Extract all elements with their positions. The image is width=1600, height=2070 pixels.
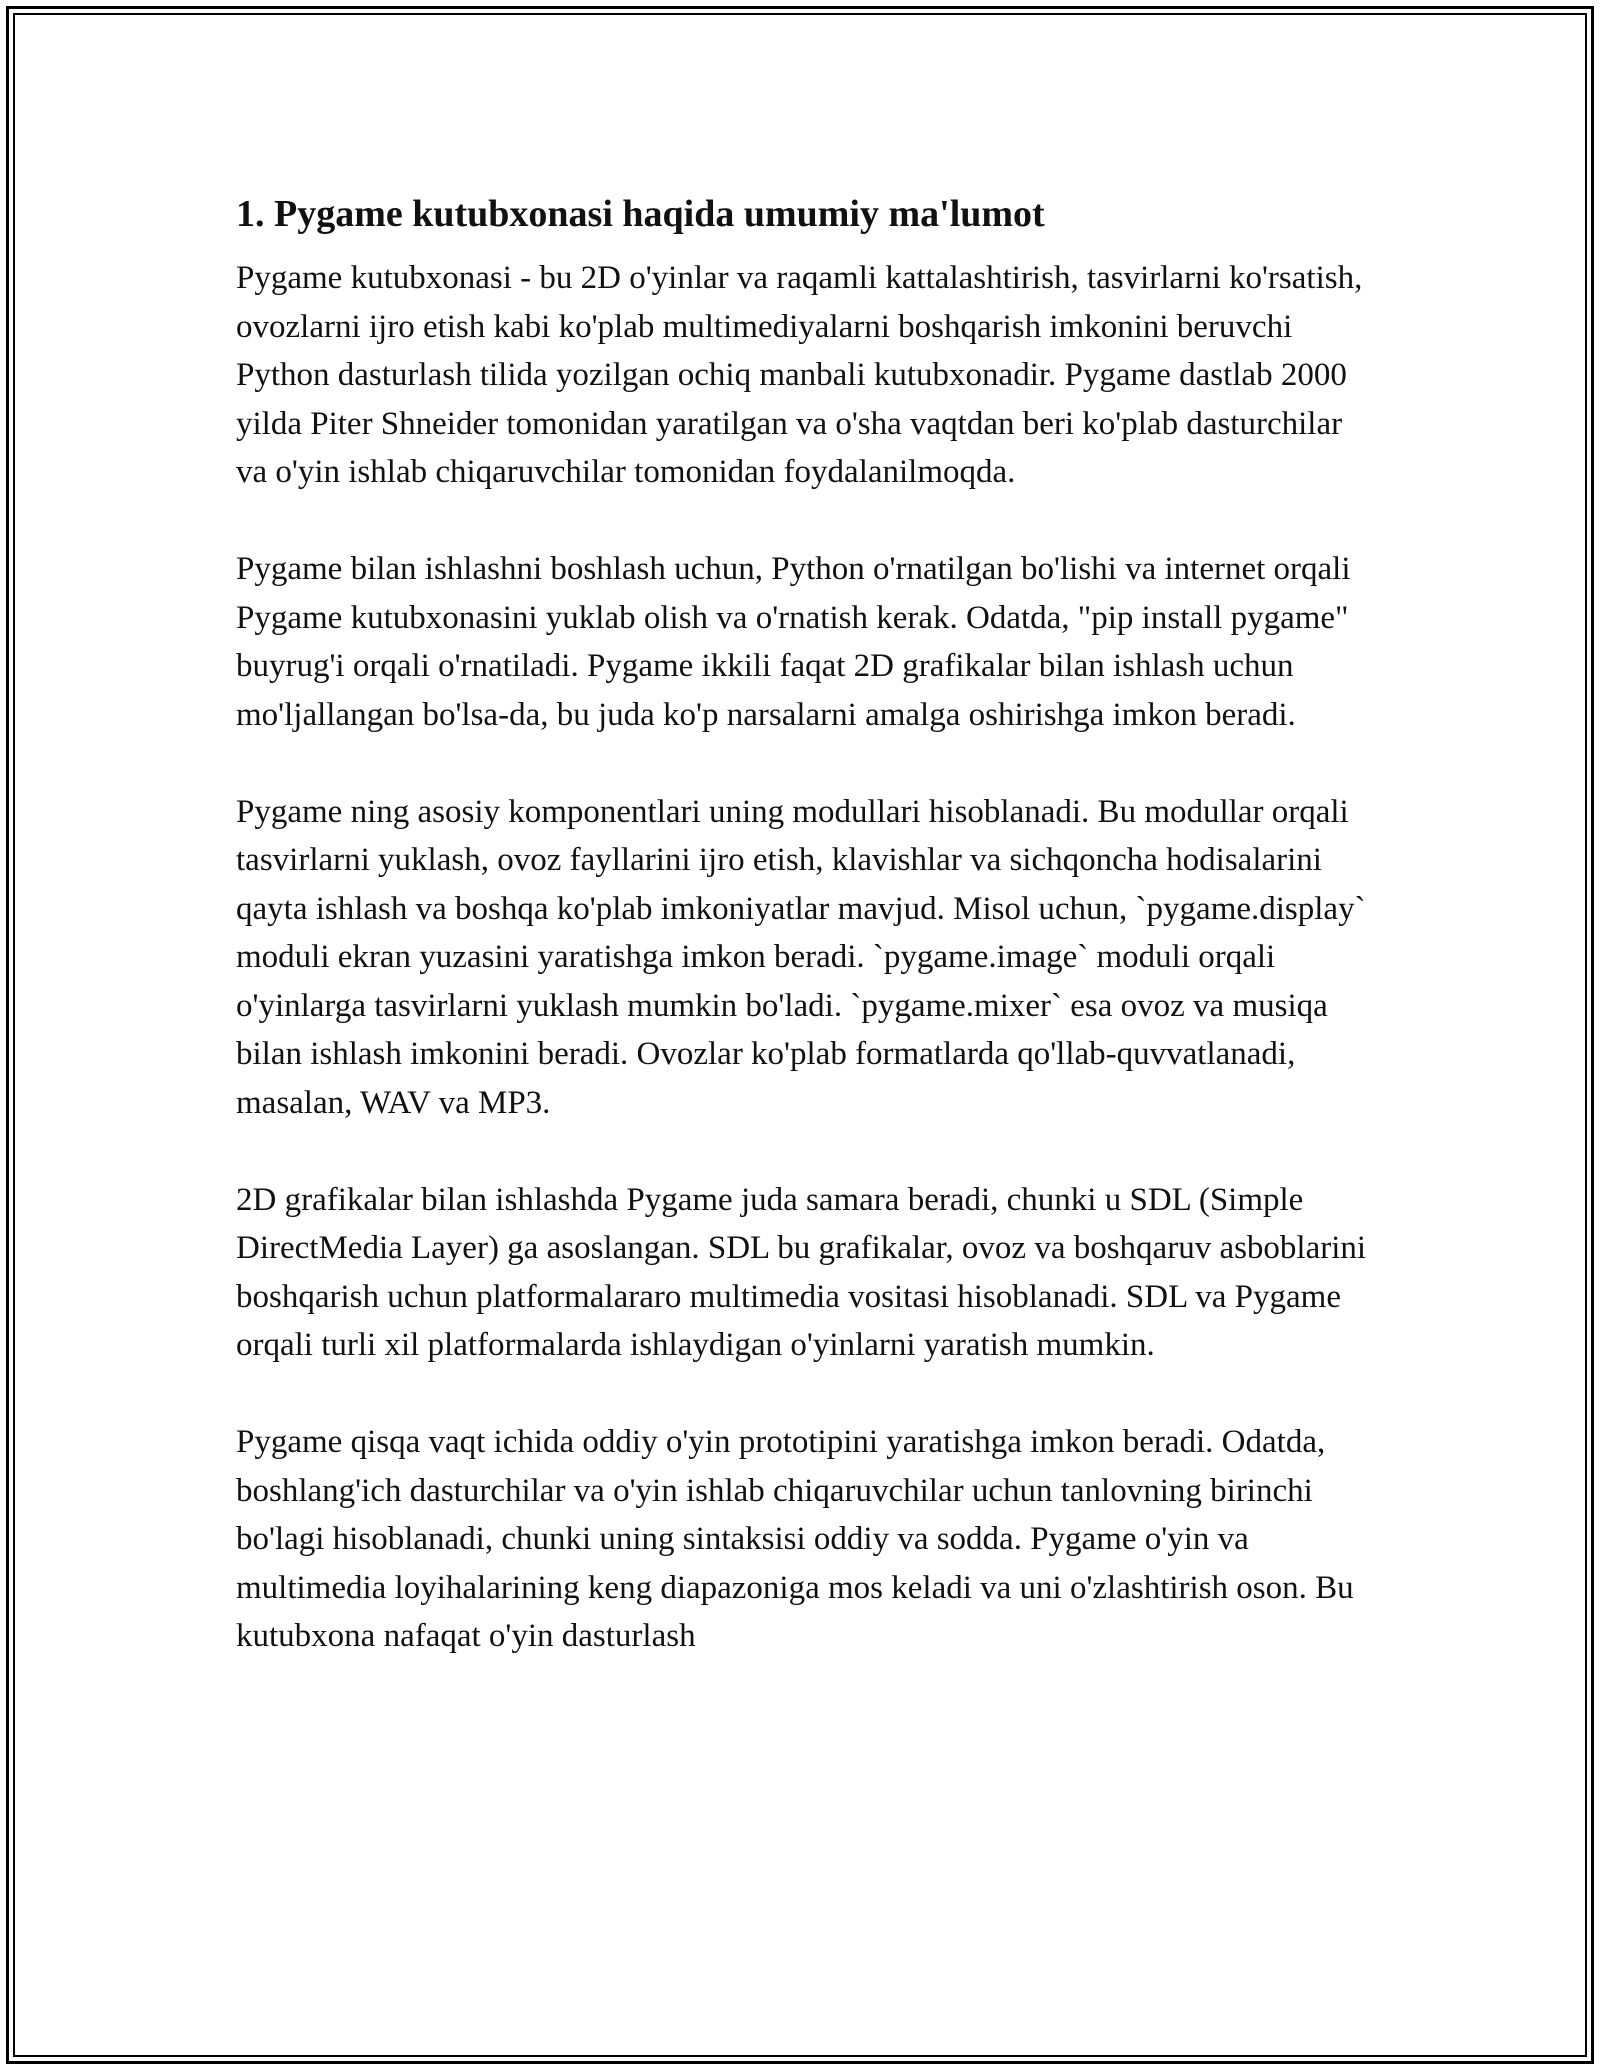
paragraph-5: Pygame qisqa vaqt ichida oddiy o'yin prototipini yaratishga imkon beradi. Odatda, boshlang'ich dasturchilar va o'yin ishlab chiqaruvchilar uchun tanlovning birinchi bo'lagi hisoblanadi, chunki uning sintaksisi oddiy va sodda. Pygame o'yin va multimedia loyihalarining keng diapazoniga mos keladi va uni o'zlashtirish oson. Bu kutubxona nafaqat o'yin dasturlash [236,1424,1354,1654]
paragraph-4: 2D grafikalar bilan ishlashda Pygame juda samara beradi, chunki u SDL (Simple DirectMedia Layer) ga asoslangan. SDL bu grafikalar, ovoz va boshqaruv asboblarini boshqarish uchun platformalararo multimedia vositasi hisoblanadi. SDL va Pygame orqali turli xil platformalarda ishlaydigan o'yinlarni yaratish mumkin. [236,1181,1367,1363]
document-body [236,186,1368,1661]
section-heading: 1. Pygame kutubxonasi haqida umumiy ma'lumot [236,193,1045,235]
paragraph-1: Pygame kutubxonasi - bu 2D o'yinlar va raqamli kattalashtirish, tasvirlarni ko'rsatish, ovozlarni ijro etish kabi ko'plab multimediyalarni boshqarish imkonini beruvchi Python dasturlash tilida yozilgan ochiq manbali kutubxonadir. Pygame dastlab 2000 yilda Piter Shneider tomonidan yaratilgan va o'sha vaqtdan beri ko'plab dasturchilar va o'yin ishlab chiqaruvchilar tomonidan foydalanilmoqda. [236,260,1363,490]
paragraph-3: Pygame ning asosiy komponentlari uning modullari hisoblanadi. Bu modullar orqali tasvirlarni yuklash, ovoz fayllarini ijro etish, klavishlar va sichqoncha hodisalarini qayta ishlash va boshqa ko'plab imkoniyatlar mavjud. Misol uchun, `pygame.display` moduli ekran yuzasini yaratishga imkon beradi. `pygame.image` moduli orqali o'yinlarga tasvirlarni yuklash mumkin bo'ladi. `pygame.mixer` esa ovoz va musiqa bilan ishlash imkonini beradi. Ovozlar ko'plab formatlarda qo'llab-quvvatlanadi, masalan, WAV va MP3. [236,793,1366,1121]
paragraph-2: Pygame bilan ishlashni boshlash uchun, Python o'rnatilgan bo'lishi va internet orqali Pygame kutubxonasini yuklab olish va o'rnatish kerak. Odatda, "pip install pygame" buyrug'i orqali o'rnatiladi. Pygame ikkili faqat 2D grafikalar bilan ishlash uchun mo'ljallangan bo'lsa-da, bu juda ko'p narsalarni amalga oshirishga imkon beradi. [236,551,1351,733]
